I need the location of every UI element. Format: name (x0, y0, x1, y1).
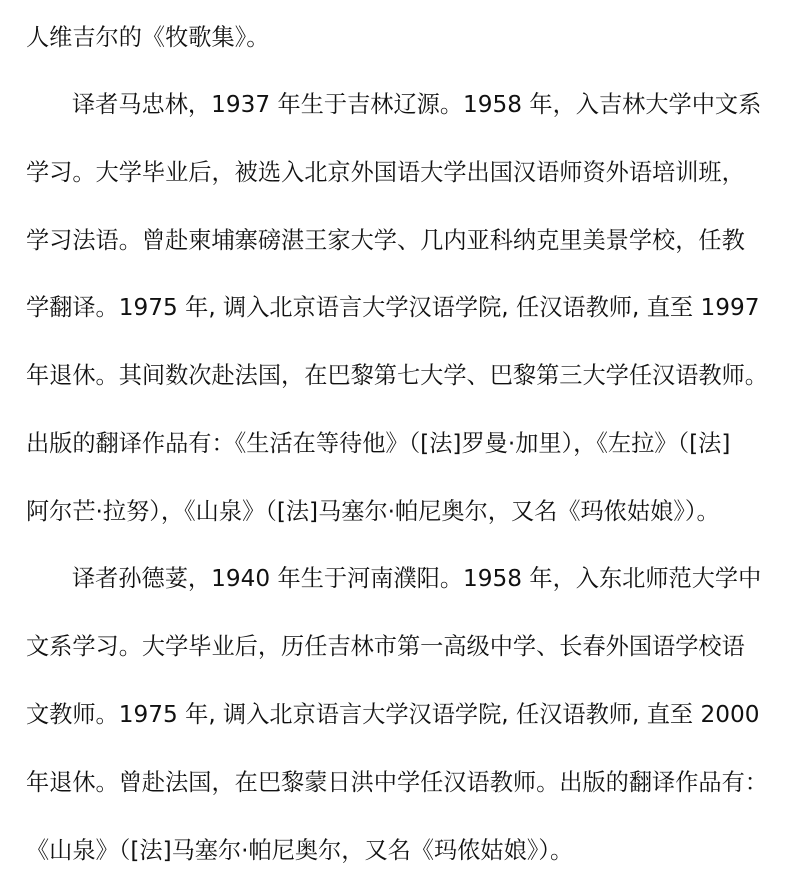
text-line: 学习法语。曾赴柬埔寨磅湛王家大学、几内亚科纳克里美景学校，任教 (26, 227, 745, 254)
text-line: 阿尔芒·拉努），《山泉》（[法]马塞尔·帕尼奥尔，又名《玛侬姑娘》）。 (26, 498, 720, 525)
text-line: 文系学习。大学毕业后，历任吉林市第一高级中学、长春外国语学校语 (26, 633, 745, 660)
text-line: 学习。大学毕业后，被选入北京外国语大学出国汉语师资外语培训班， (26, 159, 745, 186)
text-line: 学翻译。1975 年, 调入北京语言大学汉语学院, 任汉语教师, 直至 1997 (26, 294, 760, 321)
text-line: 年退休。曾赴法国，在巴黎蒙日洪中学任汉语教师。出版的翻译作品有： (26, 769, 768, 796)
text-line: 文教师。1975 年, 调入北京语言大学汉语学院, 任汉语教师, 直至 2000 (26, 701, 760, 728)
text-line: 人维吉尔的《牧歌集》。 (26, 24, 270, 51)
text-line: 出版的翻译作品有：《生活在等待他》（[法]罗曼·加里），《左拉》（[法] (26, 430, 731, 457)
text-line: 年退休。其间数次赴法国，在巴黎第七大学、巴黎第三大学任汉语教师。 (26, 362, 768, 389)
text-line: 《山泉》（[法]马塞尔·帕尼奥尔，又名《玛侬姑娘》）。 (26, 837, 574, 864)
paragraph-start-line: 译者孙德荽，1940 年生于河南濮阳。1958 年，入东北师范大学中 (72, 565, 762, 592)
paragraph-start-line: 译者马忠林，1937 年生于吉林辽源。1958 年，入吉林大学中文系 (72, 91, 762, 118)
